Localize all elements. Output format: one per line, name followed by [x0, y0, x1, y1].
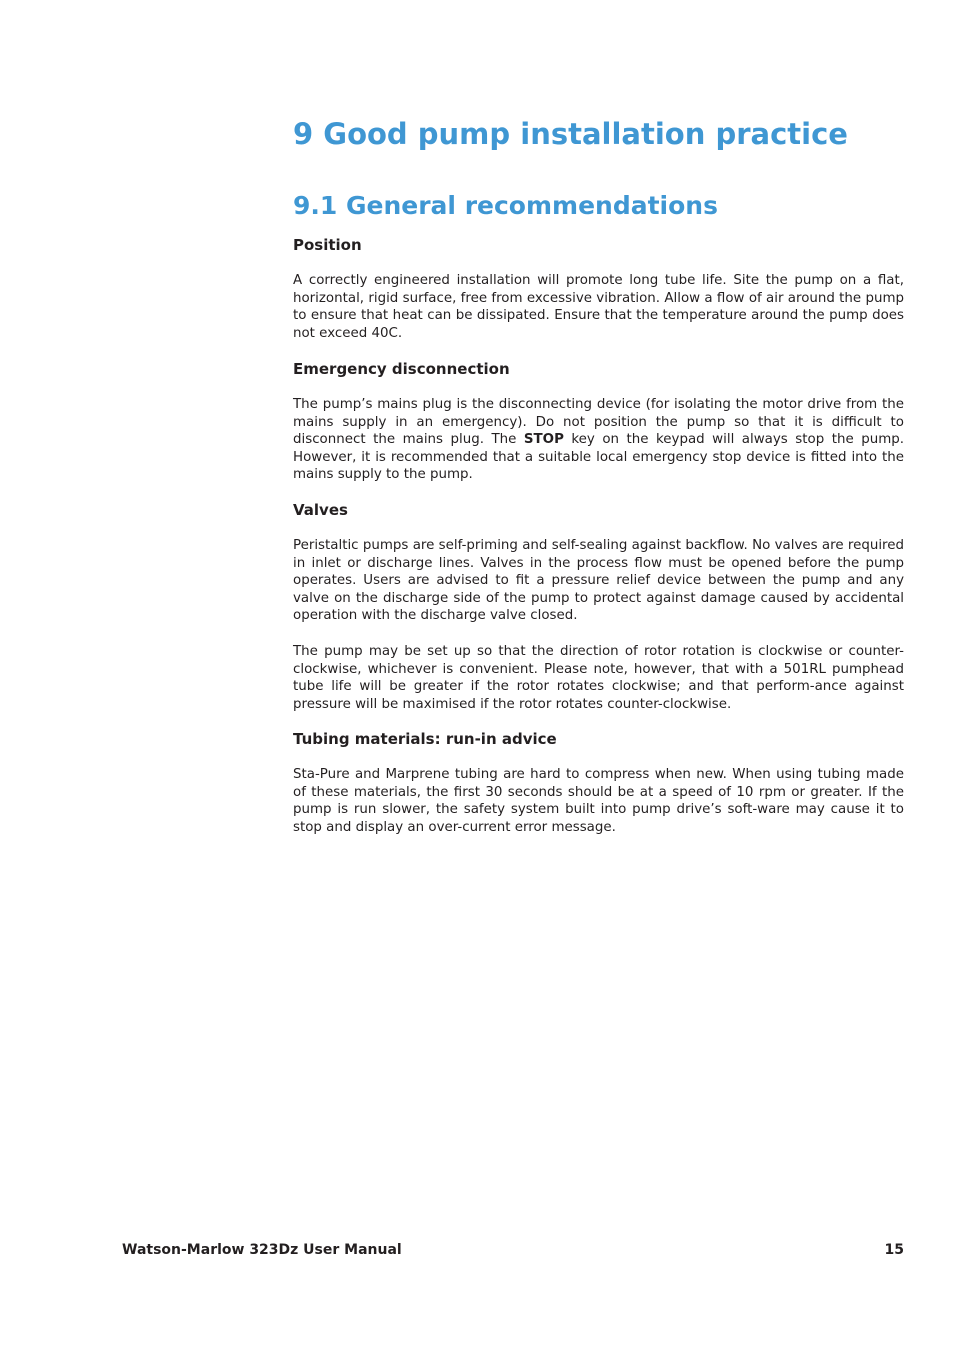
valves-paragraph-1: Peristaltic pumps are self-priming and self-sealing against backflow. No valves are required in inlet or discharge lines. Valves in the process flow must be opened before the pump operates. Users are advised to fit a pressure relief device between the pump and any valve on the discharge side of the pump to protect against damage caused by accidental operation with the discharge valve closed.: [293, 538, 904, 624]
emergency-heading: Emergency disconnection: [293, 360, 510, 378]
emergency-paragraph: [293, 396, 904, 484]
valves-paragraph-2: The pump may be set up so that the direction of rotor rotation is clockwise or counter-clockwise, whichever is convenient. Please note, however, that with a 501RL pumphead tube life will be greater if the rotor rotates clockwise; and that perform-ance against pressure will be maximised if the rotor rotates counter-clockwise.: [293, 644, 904, 712]
section-title: 9.1 General recommendations: [293, 191, 718, 220]
position-paragraph: A correctly engineered installation will promote long tube life. Site the pump on a flat, horizontal, rigid surface, free from excessive vibration. Allow a flow of air around the pump to ensure that heat can be dissipated. Ensure that the temperature around the pump does not exceed 40C.: [293, 273, 904, 341]
valves-heading: Valves: [293, 501, 348, 519]
footer-manual-title: Watson-Marlow 323Dz User Manual: [122, 1242, 402, 1258]
chapter-title: 9 Good pump installation practice: [293, 117, 848, 151]
emergency-text-before: The pump’s mains plug is the disconnecting device (for isolating the motor drive from the mains supply in an emergency). Do not position the pump so that it is difficult to disconnect the mains plug. The: [293, 397, 904, 448]
footer-page-number: 15: [884, 1242, 904, 1258]
tubing-paragraph: Sta-Pure and Marprene tubing are hard to compress when new. When using tubing made of these materials, the first 30 seconds should be at a speed of 10 rpm or greater. If the pump is run slower, the safety system built into pump drive’s soft-ware may cause it to stop and display an over-current error message.: [293, 767, 904, 835]
position-heading: Position: [293, 236, 362, 254]
emergency-text-after: key on the keypad will always stop the pump. However, it is recommended that a suitable local emergency stop device is fitted into the mains supply to the pump.: [293, 432, 904, 483]
stop-key-label: STOP: [523, 432, 564, 448]
page-footer: [122, 1240, 904, 1260]
tubing-heading: Tubing materials: run-in advice: [293, 730, 557, 748]
